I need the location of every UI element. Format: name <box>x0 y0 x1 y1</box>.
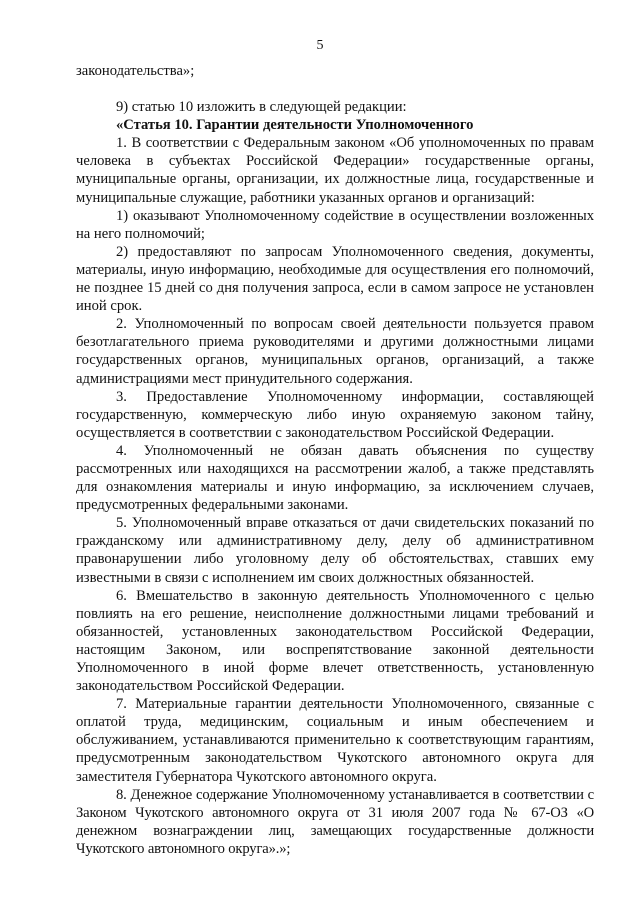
paragraph-continuation: законодательства»; <box>76 63 195 79</box>
paragraph-clause-6: 6. Вмешательство в законную деятельность Уполномоченного с целью повлиять на его решение, неисполнение должностными лицами требований и обязанностей, установленных законодательством Российской Федерации, настоящим Законом, или воспрепятствование законной деятельности Уполномоченного в иной форме влечет ответственность, установленную законодательством Российской Федерации. <box>76 587 594 695</box>
paragraph-clause-7: 7. Материальные гарантии деятельности Уполномоченного, связанные с оплатой труда, медицинским, социальным и иным обеспечением и обслуживанием, устанавливаются применительно к соответствующим гарантиям, предусмотренным законодательством Чукотского автономного округа для заместителя Губернатора Чукотского автономного округа. <box>76 696 594 785</box>
article-heading: «Статья 10. Гарантии деятельности Уполномоченного <box>116 117 474 134</box>
paragraph-clause-3: 3. Предоставление Уполномоченному информации, составляющей государственную, коммерческую либо иную охраняемую законом тайну, осуществляется в соответствии с законодательством Российской Федерации. <box>76 388 594 441</box>
page-number: 5 <box>316 38 324 53</box>
paragraph-clause-2: 2. Уполномоченный по вопросам своей деятельности пользуется правом безотлагательного приема руководителями и другими должностными лицами государственных органов, муниципальных органов, организаций, а также администрациями мест принудительного содержания. <box>76 316 594 387</box>
paragraph-clause-5: 5. Уполномоченный вправе отказаться от дачи свидетельских показаний по гражданскому или административному делу, делу об административном правонарушении либо уголовному делу об обстоятельствах, ставших ему известными в связи с исполнением им своих должностных обязанностей. <box>76 515 594 586</box>
paragraph-clause-4: 4. Уполномоченный не обязан давать объяснения по существу рассмотренных или находящихся на рассмотрении жалоб, а также представлять для ознакомления материалы и иную информацию, за исключением случаев, предусмотренных федеральными законами. <box>76 442 594 514</box>
paragraph-amendment-intro: 9) статью 10 изложить в следующей редакции: <box>116 99 407 116</box>
paragraph-subclause-2: 2) предоставляют по запросам Уполномоченного сведения, документы, материалы, иную информацию, необходимые для осуществления его полномочий, не позднее 15 дней со дня получения запроса, если в самом запросе не установлен иной срок. <box>76 243 594 315</box>
paragraph-clause-1: 1. В соответствии с Федеральным законом «Об уполномоченных по правам человека в субъектах Российской Федерации» государственные органы, муниципальные органы, организации, их должностные лица, государственные и муниципальные служащие, работники указанных органов и организаций: <box>76 135 594 206</box>
paragraph-subclause-1: 1) оказывают Уполномоченному содействие в осуществлении возложенных на него полномочий; <box>76 207 594 242</box>
paragraph-clause-8: 8. Денежное содержание Уполномоченному устанавливается в соответствии с Законом Чукотского автономного округа от 31 июля 2007 года № 67-ОЗ «О денежном вознаграждении лиц, замещающих государственные должности Чукотского автономного округа».»; <box>76 786 594 857</box>
document-body <box>76 62 594 858</box>
